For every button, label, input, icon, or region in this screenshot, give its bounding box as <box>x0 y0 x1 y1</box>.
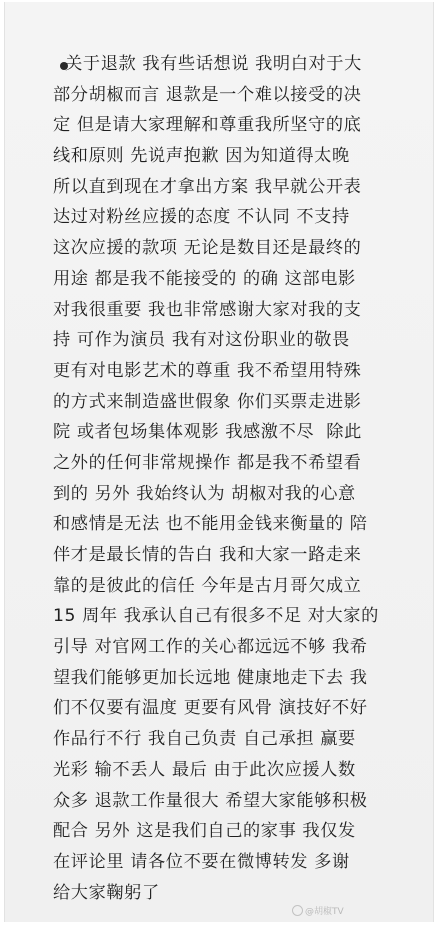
note-line: 引导 对官网工作的关心都远远不够 我希 <box>53 637 368 658</box>
note-line: 给大家鞠躬了 <box>53 882 160 903</box>
note-line: 持 可作为演员 我有对这份职业的敬畏 <box>53 330 350 351</box>
watermark-text: @胡椒TV <box>305 907 344 917</box>
note-line: 作品行不行 我自己负责 自己承担 赢要 <box>53 729 356 750</box>
note-body <box>53 49 423 908</box>
note-line: 众多 退款工作量很大 希望大家能够积极 <box>53 790 368 811</box>
note-line: 光彩 输不丢人 最后 由于此次应援人数 <box>53 759 356 780</box>
note-line: 线和原则 先说声抱歉 因为知道得太晚 <box>53 146 350 167</box>
note-line: 们不仅要有温度 更要有风骨 演技好不好 <box>53 698 368 719</box>
note-line: 院 或者包场集体观影 我感激不尽 除此 <box>53 422 362 443</box>
note-line: 的方式来制造盛世假象 你们买票走进影 <box>53 391 362 412</box>
note-line: 15 周年 我承认自己有很多不足 对大家的 <box>53 606 379 627</box>
note-line: 关于退款 我有些话想说 我明白对于大 <box>53 54 362 74</box>
note-line: 达过对粉丝应援的态度 不认同 不支持 <box>53 207 350 228</box>
note-line: 更有对电影艺术的尊重 我不希望用特殊 <box>53 360 362 381</box>
note-line: 定 但是请大家理解和尊重我所坚守的底 <box>53 115 362 136</box>
note-line: 用途 都是我不能接受的 的确 这部电影 <box>53 268 356 289</box>
note-paper <box>4 2 434 922</box>
note-line: 配合 另外 这是我们自己的家事 我仅发 <box>53 821 356 842</box>
note-line: 和感情是无法 也不能用金钱来衡量的 陪 <box>53 514 368 535</box>
note-line: 所以直到现在才拿出方案 我早就公开表 <box>53 176 362 197</box>
note-line: 靠的是彼此的信任 今年是古月哥欠成立 <box>53 575 362 596</box>
note-line: 望我们能够更加长远地 健康地走下去 我 <box>53 667 368 688</box>
note-line: 到的 另外 我始终认为 胡椒对我的心意 <box>53 483 356 504</box>
note-line: 在评论里 请各位不要在微博转发 多谢 <box>53 851 350 872</box>
watermark <box>292 904 344 917</box>
note-line: 伴才是最长情的告白 我和大家一路走来 <box>53 545 362 565</box>
note-line: 对我很重要 我也非常感谢大家对我的支 <box>53 299 362 320</box>
note-line: 这次应援的款项 无论是数目还是最终的 <box>53 238 362 259</box>
note-line: 之外的任何非常规操作 都是我不希望看 <box>53 452 362 473</box>
weibo-logo-icon <box>292 905 303 916</box>
note-line: 部分胡椒而言 退款是一个难以接受的决 <box>53 84 362 105</box>
